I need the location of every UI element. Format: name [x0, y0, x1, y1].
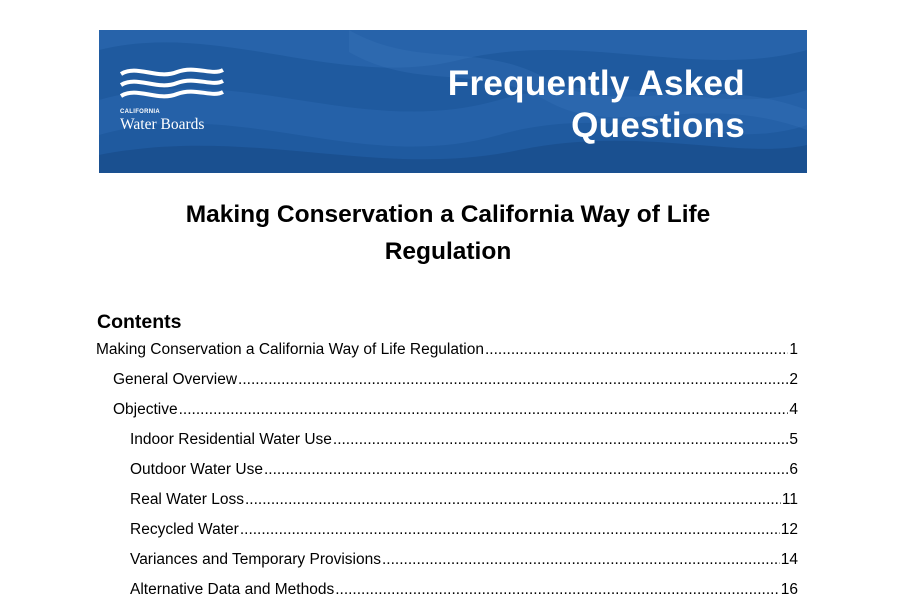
logo-name-text: Water Boards: [120, 116, 205, 133]
faq-banner: [99, 30, 807, 173]
toc-leader-dots: [382, 547, 780, 573]
toc-entry-page: 12: [780, 521, 798, 538]
document-title-line1: Making Conservation a California Way of Life: [185, 201, 711, 228]
toc-entry-label: General Overview: [113, 371, 238, 388]
toc-leader-dots: [333, 427, 788, 453]
document-title-line2: Regulation: [384, 238, 512, 265]
toc-entry-label: Recycled Water: [130, 521, 239, 538]
toc-entry-page: 5: [789, 431, 798, 448]
toc-leader-dots: [179, 397, 789, 423]
toc-entry[interactable]: [96, 337, 798, 363]
toc-entry-page: 16: [780, 581, 798, 598]
water-boards-logo: [117, 66, 237, 136]
toc-entry[interactable]: [130, 427, 798, 453]
toc-entry-label: Objective: [113, 401, 178, 418]
toc-entry-page: 4: [789, 401, 798, 418]
toc-entry-page: 6: [789, 461, 798, 478]
toc-entry[interactable]: [130, 517, 798, 543]
document-title: [0, 196, 896, 270]
waves-logo-icon: [117, 66, 227, 108]
toc-entry[interactable]: [113, 397, 798, 423]
banner-title-line1: Frequently Asked: [447, 64, 745, 103]
toc-entry-page: 11: [781, 491, 798, 508]
banner-title-line2: Questions: [571, 106, 745, 145]
banner-title: [448, 63, 745, 147]
toc-entry-label: Real Water Loss: [130, 491, 244, 508]
toc-entry-label: Indoor Residential Water Use: [130, 431, 332, 448]
toc-entry[interactable]: [113, 367, 798, 393]
toc-entry[interactable]: [130, 487, 798, 513]
toc-leader-dots: [485, 337, 788, 363]
toc-leader-dots: [335, 577, 780, 603]
toc-entry-label: Outdoor Water Use: [130, 461, 263, 478]
logo-state-text: CALIFORNIA: [120, 109, 160, 115]
toc-leader-dots: [238, 367, 788, 393]
toc-entry-label: Alternative Data and Methods: [130, 581, 335, 598]
toc-leader-dots: [264, 457, 788, 483]
contents-heading: Contents: [97, 311, 182, 333]
toc-entry-page: 14: [780, 551, 798, 568]
toc-entry[interactable]: [130, 577, 798, 603]
toc-entry[interactable]: [130, 457, 798, 483]
toc-leader-dots: [240, 517, 780, 543]
toc-leader-dots: [245, 487, 781, 513]
toc-entry[interactable]: [130, 547, 798, 573]
toc-entry-label: Variances and Temporary Provisions: [130, 551, 381, 568]
toc-entry-label: Making Conservation a California Way of Life Regulation: [96, 341, 484, 358]
toc-entry-page: 1: [789, 341, 798, 358]
toc-entry-page: 2: [789, 371, 798, 388]
